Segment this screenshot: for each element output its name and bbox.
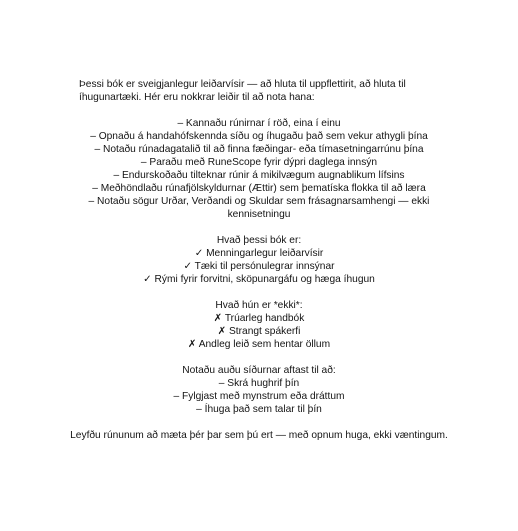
closing-line: [0, 429, 518, 442]
ways-item: – Notaðu sögur Urðar, Verðandi og Skuldar sem frásagnarsamhengi — ekki: [88, 196, 430, 207]
ways-item: – Opnaðu á handahófskennda síðu og íhugaðu það sem vekur athygli þína: [90, 131, 428, 142]
ways-list: [0, 117, 518, 221]
closing-text: Leyfðu rúnunum að mæta þér þar sem þú ert — með opnum huga, ekki væntingum.: [70, 430, 448, 441]
is-item: ✓ Tæki til persónulegrar innsýnar: [183, 261, 335, 272]
ways-item: – Paraðu með RuneScope fyrir dýpri daglega innsýn: [140, 157, 378, 168]
blank-pages-heading: Notaðu auðu síðurnar aftast til að:: [182, 365, 336, 376]
isnot-heading: Hvað hún er *ekki*:: [215, 300, 303, 311]
is-item: ✓ Menningarlegur leiðarvísir: [194, 248, 324, 259]
intro-line-1: Þessi bók er sveigjanlegur leiðarvísir — að hluta til uppflettirit, að hluta til: [79, 79, 406, 90]
is-item: ✓ Rými fyrir forvitni, sköpunargáfu og hæga íhugun: [143, 274, 375, 285]
blank-pages-item: – Fylgjast með mynstrum eða dráttum: [173, 391, 345, 402]
is-heading: Hvað þessi bók er:: [216, 235, 302, 246]
isnot-item: ✗ Strangt spákerfi: [217, 326, 301, 337]
isnot-section: [0, 299, 518, 351]
isnot-item: ✗ Andleg leið sem hentar öllum: [187, 339, 331, 350]
is-section: [0, 234, 518, 286]
intro-line-2: íhugunartæki. Hér eru nokkrar leiðir til að nota hana:: [79, 92, 315, 103]
blank-pages-item: – Íhuga það sem talar til þín: [196, 404, 322, 415]
ways-item: – Meðhöndlaðu rúnafjölskyldurnar (Ættir) sem þematíska flokka til að læra: [92, 183, 426, 194]
ways-item: – Notaðu rúnadagatalið til að finna fæðingar- eða tímasetningarrúnu þína: [94, 144, 424, 155]
ways-item: – Kannaðu rúnirnar í röð, eina í einu: [177, 118, 341, 129]
isnot-item: ✗ Trúarleg handbók: [213, 313, 305, 324]
intro-paragraph: [79, 78, 439, 104]
blank-pages-section: [0, 364, 518, 416]
document-page: [0, 78, 518, 442]
blank-pages-item: – Skrá hughrif þín: [218, 378, 300, 389]
ways-item-continuation: kennisetningu: [227, 209, 291, 220]
ways-item: – Endurskoðaðu tilteknar rúnir á mikilvægum augnablikum lífsins: [113, 170, 405, 181]
